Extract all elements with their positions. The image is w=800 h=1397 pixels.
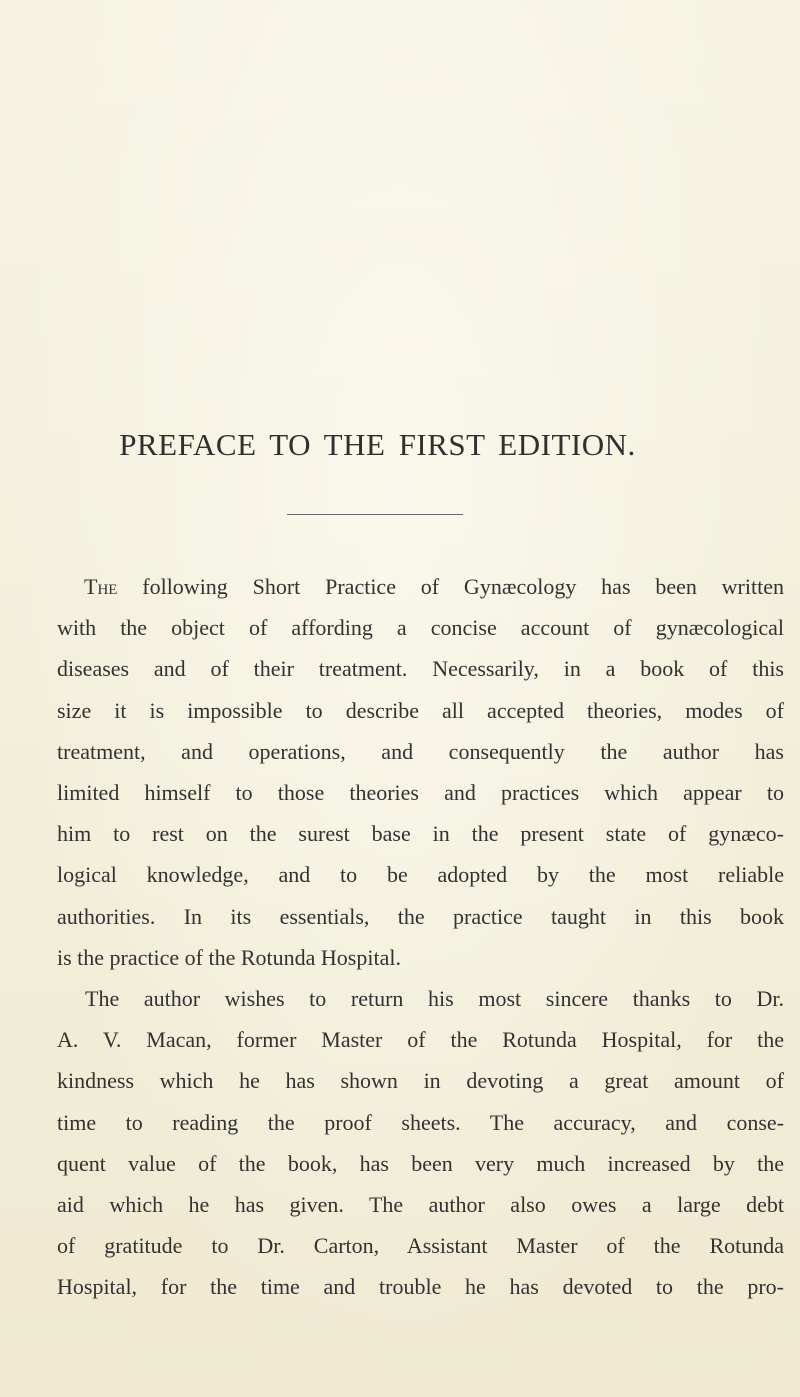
text-line bbox=[57, 566, 784, 607]
text-line: is the practice of the Rotunda Hospital. bbox=[57, 944, 401, 970]
paragraph-1 bbox=[57, 566, 784, 978]
text-line: A. V. Macan, former Master of the Rotunda Hospital, for the bbox=[57, 1027, 784, 1053]
text-line: The author wishes to return his most sincere thanks to Dr. bbox=[85, 986, 784, 1012]
text-line: limited himself to those theories and practices which appear to bbox=[57, 780, 784, 806]
text-line: Hospital, for the time and trouble he has devoted to the pro- bbox=[57, 1274, 784, 1300]
text-line: time to reading the proof sheets. The accuracy, and conse- bbox=[57, 1109, 784, 1135]
lead-word: The bbox=[84, 574, 118, 599]
text-line: of gratitude to Dr. Carton, Assistant Master of the Rotunda bbox=[57, 1233, 784, 1259]
page-heading: PREFACE TO THE FIRST EDITION. bbox=[119, 427, 636, 462]
text-line: him to rest on the surest base in the present state of gynæco- bbox=[57, 821, 784, 847]
text-line-rest: following Short Practice of Gynæcology has been written bbox=[117, 574, 784, 599]
preface-body bbox=[57, 566, 784, 1308]
heading-divider bbox=[287, 514, 463, 515]
text-line: treatment, and operations, and consequently the author has bbox=[57, 738, 784, 764]
paragraph-2 bbox=[57, 978, 784, 1308]
text-line: authorities. In its essentials, the practice taught in this book bbox=[57, 903, 784, 929]
text-line: with the object of affording a concise account of gynæcological bbox=[57, 615, 784, 641]
text-line: aid which he has given. The author also owes a large debt bbox=[57, 1192, 784, 1218]
text-line: quent value of the book, has been very much increased by the bbox=[57, 1150, 784, 1176]
text-line: diseases and of their treatment. Necessarily, in a book of this bbox=[57, 656, 784, 682]
text-line: kindness which he has shown in devoting a great amount of bbox=[57, 1068, 784, 1094]
text-line: size it is impossible to describe all accepted theories, modes of bbox=[57, 697, 784, 723]
text-line: logical knowledge, and to be adopted by the most reliable bbox=[57, 862, 784, 888]
